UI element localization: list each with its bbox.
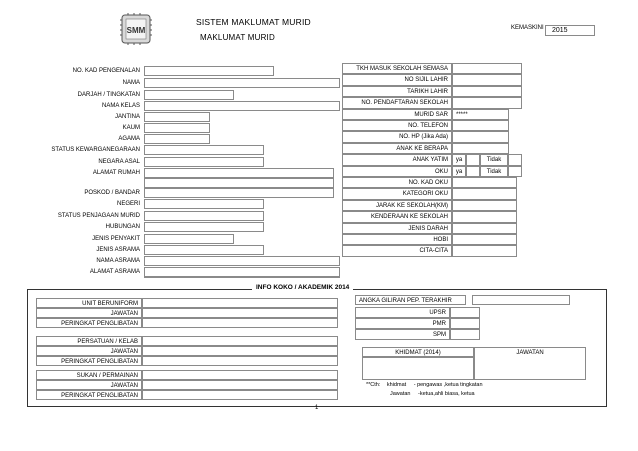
field-input[interactable] [452, 86, 522, 97]
field-label: KATEGORI OKU [342, 188, 452, 199]
koko-input[interactable] [142, 380, 338, 390]
page-number: 1 [315, 405, 319, 411]
yes-checkbox[interactable] [466, 154, 480, 165]
field-input[interactable] [144, 234, 234, 244]
field-input[interactable] [144, 123, 210, 133]
field-input[interactable] [452, 245, 517, 256]
exam-label: SPM [355, 329, 450, 340]
address-line-end [144, 277, 340, 278]
koko-label: JAWATAN [36, 380, 142, 390]
field-label: NEGARA ASAL [98, 159, 140, 165]
field-label: JENIS ASRAMA [96, 247, 140, 253]
koko-input[interactable] [142, 390, 338, 400]
field-input[interactable] [144, 168, 334, 178]
field-label: OKU [342, 166, 452, 177]
field-label: NAMA [122, 80, 140, 86]
field-input[interactable] [144, 145, 264, 155]
exam-label: UPSR [355, 307, 450, 318]
koko-input[interactable] [142, 370, 338, 380]
exam-label: PMR [355, 318, 450, 329]
no-checkbox[interactable] [508, 166, 522, 177]
field-input[interactable] [144, 66, 274, 76]
exam-result[interactable] [450, 329, 480, 340]
field-label: ANAK KE BERAPA [342, 143, 452, 154]
field-label: TARIKH LAHIR [342, 86, 452, 97]
field-input[interactable] [144, 199, 264, 209]
koko-label: PERINGKAT PENGLIBATAN [36, 356, 142, 366]
no-option[interactable]: Tidak [480, 166, 508, 177]
exam-result[interactable] [450, 318, 480, 329]
koko-input[interactable] [142, 356, 338, 366]
field-label: NAMA KELAS [101, 103, 140, 109]
koko-input[interactable] [142, 298, 338, 308]
field-input[interactable] [144, 90, 234, 100]
page-subtitle: MAKLUMAT MURID [200, 33, 275, 42]
page-title: SISTEM MAKLUMAT MURID [196, 17, 311, 27]
angka-giliran-field[interactable] [472, 295, 570, 305]
example-note: **Cth: khidmat - pengawas ,ketua tingkatan Jawatan -ketua,ahli biasa, ketua [366, 382, 483, 397]
field-label: JARAK KE SEKOLAH(KM) [342, 200, 452, 211]
field-input[interactable]: ***** [452, 109, 509, 120]
smm-logo [118, 12, 154, 46]
field-input[interactable] [452, 143, 509, 154]
koko-input[interactable] [142, 308, 338, 318]
field-label: AGAMA [118, 136, 140, 142]
field-label: ALAMAT ASRAMA [89, 269, 140, 275]
koko-label: PERINGKAT PENGLIBATAN [36, 390, 142, 400]
no-option[interactable]: Tidak [480, 154, 508, 165]
field-input[interactable] [144, 112, 210, 122]
field-input[interactable] [452, 177, 517, 188]
field-label: POSKOD / BANDAR [84, 190, 140, 196]
khidmat-label: KHIDMAT (2014) [362, 347, 474, 357]
koko-label: JAWATAN [36, 308, 142, 318]
field-label: DARJAH / TINGKATAN [77, 92, 140, 98]
field-label: ALAMAT RUMAH [92, 170, 140, 176]
koko-heading: INFO KOKO / AKADEMIK 2014 [252, 284, 353, 291]
koko-input[interactable] [142, 336, 338, 346]
field-label: NEGERI [116, 201, 140, 207]
field-label: KENDERAAN KE SEKOLAH [342, 211, 452, 222]
field-input[interactable] [144, 267, 340, 277]
exam-result[interactable] [450, 307, 480, 318]
koko-input[interactable] [142, 346, 338, 356]
yes-checkbox[interactable] [466, 166, 480, 177]
field-label: ANAK YATIM [342, 154, 452, 165]
field-input[interactable] [144, 211, 264, 221]
field-input[interactable] [452, 223, 517, 234]
field-input[interactable] [452, 234, 517, 245]
address-line-2[interactable] [144, 178, 334, 188]
koko-label: UNIT BERUNIFORM [36, 298, 142, 308]
yes-option[interactable]: ya [452, 166, 466, 177]
field-input[interactable] [144, 256, 340, 266]
field-input[interactable] [452, 131, 509, 142]
field-input[interactable] [144, 245, 264, 255]
jawatan-column [474, 347, 586, 380]
field-label: HUBUNGAN [105, 224, 140, 230]
koko-input[interactable] [142, 318, 338, 328]
field-label: NO. TELEFON [342, 120, 452, 131]
no-checkbox[interactable] [508, 154, 522, 165]
field-label: JENIS PENYAKIT [92, 236, 140, 242]
field-label: NO SIJIL LAHIR [342, 74, 452, 85]
field-label: NAMA ASRAMA [96, 258, 140, 264]
field-input[interactable] [452, 188, 517, 199]
field-input[interactable] [144, 188, 334, 198]
field-label: STATUS PENJAGAAN MURID [57, 213, 140, 219]
field-label: NO. PENDAFTARAN SEKOLAH [342, 97, 452, 108]
field-label: MURID SAR [342, 109, 452, 120]
field-label: NO. KAD PENGENALAN [72, 68, 140, 74]
field-label: JANTINA [114, 114, 140, 120]
field-input[interactable] [452, 74, 522, 85]
field-input[interactable] [144, 222, 264, 232]
field-input[interactable] [144, 157, 264, 167]
field-label: CITA-CITA [342, 245, 452, 256]
koko-label: PERINGKAT PENGLIBATAN [36, 318, 142, 328]
koko-label: PERSATUAN / KELAB [36, 336, 142, 346]
field-label: NO. KAD OKU [342, 177, 452, 188]
field-input[interactable] [452, 97, 522, 108]
field-input[interactable] [144, 134, 210, 144]
field-label: NO. HP (Jika Ada) [342, 131, 452, 142]
field-label: HOBI [342, 234, 452, 245]
khidmat-field[interactable] [362, 357, 474, 380]
field-input[interactable] [144, 101, 340, 111]
field-label: STATUS KEWARGANEGARAAN [51, 147, 140, 153]
kemaskini-label: KEMASKINI [511, 25, 544, 31]
field-input[interactable] [144, 78, 340, 88]
field-label: JENIS DARAH [342, 223, 452, 234]
field-input[interactable] [452, 120, 509, 131]
field-label: KAUM [122, 125, 140, 131]
field-input[interactable] [452, 200, 517, 211]
svg-text:SMM: SMM [126, 26, 146, 35]
field-input[interactable] [452, 63, 522, 74]
yes-option[interactable]: ya [452, 154, 466, 165]
field-input[interactable] [452, 211, 517, 222]
angka-giliran-label: ANGKA GILIRAN PEP. TERAKHIR [355, 295, 466, 305]
jawatan-label: JAWATAN [516, 350, 544, 356]
year-field[interactable]: 2015 [545, 25, 595, 36]
field-label: TKH MASUK SEKOLAH SEMASA [342, 63, 452, 74]
koko-label: JAWATAN [36, 346, 142, 356]
koko-label: SUKAN / PERMAINAN [36, 370, 142, 380]
